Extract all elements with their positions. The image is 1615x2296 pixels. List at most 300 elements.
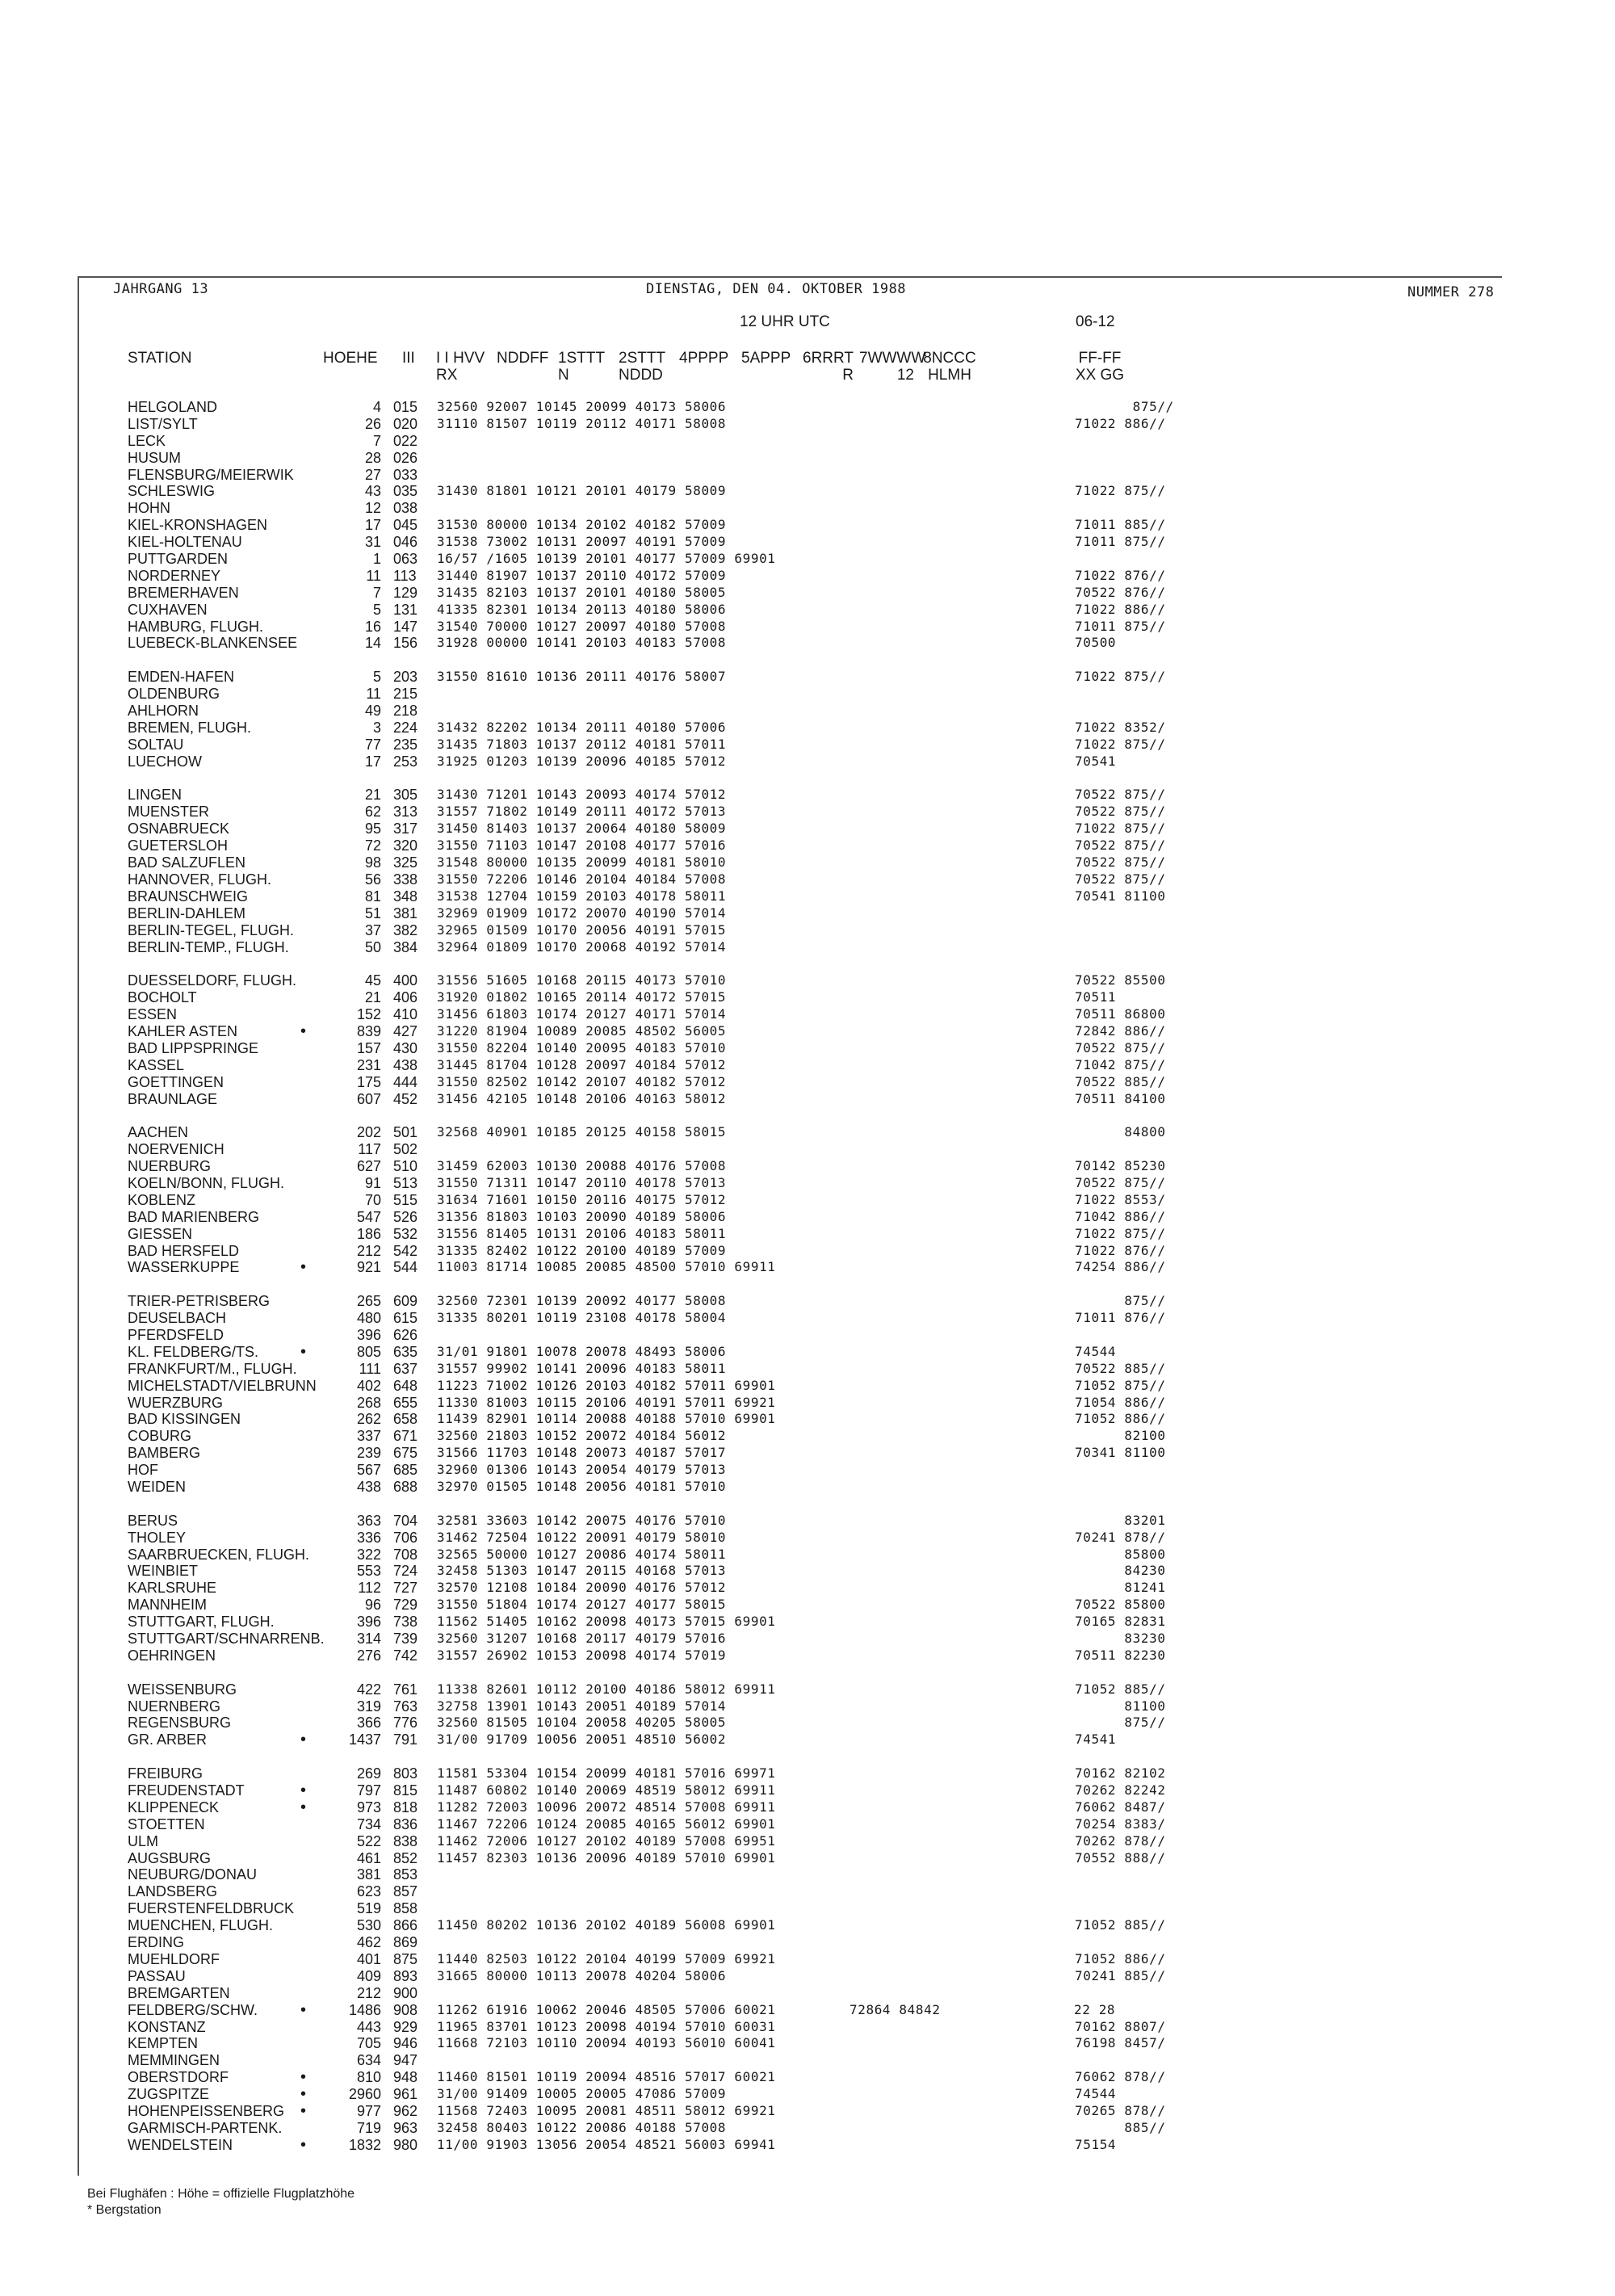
station-index: 857 (393, 1883, 418, 1900)
station-index: 532 (393, 1225, 418, 1242)
table-row (0, 1816, 1615, 1833)
station-height: 1832 (348, 2136, 381, 2153)
station-height: 269 (356, 1765, 381, 1782)
synop-extra: 70522 875// (1075, 871, 1166, 887)
synop-extra: 70522 85500 (1075, 972, 1166, 988)
station-name: FRANKFURT/M., FLUGH. (128, 1360, 297, 1377)
station-height: 231 (356, 1056, 381, 1073)
synop-code: 31459 62003 10130 20088 40176 57008 (437, 1158, 727, 1174)
synop-code: 31450 81403 10137 20064 40180 58009 (437, 821, 727, 837)
synop-code: 11668 72103 10110 20094 40193 56010 60041 (437, 2035, 776, 2051)
synop-extra: 70522 875// (1075, 837, 1166, 854)
station-name: BAD KISSINGEN (128, 1411, 241, 1428)
table-row (0, 703, 1615, 720)
station-height: 157 (356, 1039, 381, 1056)
table-row (0, 804, 1615, 821)
station-height: 627 (356, 1158, 381, 1175)
table-row (0, 1445, 1615, 1462)
synop-code: 11965 83701 10123 20098 40194 57010 60031 (437, 2018, 776, 2034)
station-height: 719 (356, 2119, 381, 2136)
table-row (0, 1681, 1615, 1698)
table-row (0, 2137, 1615, 2154)
synop-extra: 70262 878// (1075, 1832, 1166, 1849)
synop-extra: 70522 875// (1075, 787, 1166, 803)
station-height: 366 (356, 1715, 381, 1731)
synop-extra: 82100 (1075, 1428, 1166, 1444)
station-height: 396 (356, 1326, 381, 1343)
station-height: 977 (356, 2102, 381, 2119)
station-height: 522 (356, 1832, 381, 1849)
table-row (0, 972, 1615, 989)
group-spacer (0, 1276, 1615, 1293)
synop-code: 32965 01509 10170 20056 40191 57015 (437, 921, 727, 938)
synop-extra: 71022 8352/ (1075, 719, 1166, 735)
synop-code: 11462 72006 10127 20102 40189 57008 69951 (437, 1832, 776, 1849)
table-row (0, 922, 1615, 939)
synop-code: 31220 81904 10089 20085 48502 56005 (437, 1022, 727, 1039)
table-row (0, 1006, 1615, 1023)
synop-code: 32560 72301 10139 20092 40177 58008 (437, 1293, 727, 1309)
station-height: 96 (364, 1597, 381, 1614)
synop-code: 31566 11703 10148 20073 40187 57017 (437, 1445, 727, 1461)
mountain-station-marker: • (300, 1258, 307, 1277)
synop-code: 31556 81405 10131 20106 40183 58011 (437, 1225, 727, 1241)
station-height: 43 (364, 483, 381, 500)
table-row (0, 1310, 1615, 1327)
station-height: 98 (364, 854, 381, 871)
table-row (0, 568, 1615, 585)
station-height: 519 (356, 1900, 381, 1917)
station-height: 839 (356, 1022, 381, 1039)
station-name: FREIBURG (128, 1765, 203, 1782)
station-height: 797 (356, 1782, 381, 1799)
station-index: 875 (393, 1950, 418, 1967)
station-name: WASSERKUPPE (128, 1259, 240, 1276)
station-height: 396 (356, 1614, 381, 1631)
table-row (0, 1192, 1615, 1209)
station-index: 510 (393, 1158, 418, 1175)
col-stt1: 1STTT N (558, 350, 606, 384)
synop-extra: 71022 886// (1075, 415, 1166, 431)
synop-code: 11562 51405 10162 20098 40173 57015 69901 (437, 1614, 776, 1630)
gust-values: 22 28 (1074, 2001, 1116, 2017)
station-index: 384 (393, 938, 418, 955)
station-index: 253 (393, 753, 418, 770)
table-row (0, 1513, 1615, 1530)
station-height: 973 (356, 1799, 381, 1815)
station-height: 202 (356, 1124, 381, 1141)
synop-code: 11460 81501 10119 20094 48516 57017 60021 (437, 2069, 776, 2085)
station-height: 95 (364, 821, 381, 837)
synop-code: 31356 81803 10103 20090 40189 58006 (437, 1208, 727, 1224)
station-name: BREMGARTEN (128, 1984, 230, 2001)
mountain-station-marker: • (300, 1731, 307, 1749)
station-index: 320 (393, 837, 418, 854)
synop-code: 31435 82103 10137 20101 40180 58005 (437, 584, 727, 600)
station-name: WENDELSTEIN (128, 2136, 233, 2153)
station-height: 553 (356, 1563, 381, 1580)
station-height: 212 (356, 1984, 381, 2001)
station-height: 363 (356, 1512, 381, 1529)
synop-code: 31110 81507 10119 20112 40171 58008 (437, 415, 727, 431)
station-name: KIEL-KRONSHAGEN (128, 517, 268, 534)
synop-code: 32570 12108 10184 20090 40176 57012 (437, 1580, 727, 1596)
station-index: 501 (393, 1124, 418, 1141)
station-name: LUEBECK-BLANKENSEE (128, 635, 298, 652)
group-spacer (0, 1107, 1615, 1124)
synop-extra: 70522 875// (1075, 854, 1166, 871)
station-index: 038 (393, 500, 418, 517)
station-index: 858 (393, 1900, 418, 1917)
station-name: ESSEN (128, 1006, 178, 1023)
synop-extra: 74544 (1075, 1343, 1117, 1359)
mountain-station-marker: • (300, 1782, 307, 1800)
station-name: AACHEN (128, 1124, 189, 1141)
station-index: 727 (393, 1580, 418, 1597)
synop-extra: 71011 875// (1075, 618, 1166, 634)
table-row (0, 500, 1615, 517)
table-row (0, 1799, 1615, 1816)
station-height: 7 (372, 432, 381, 449)
station-height: 37 (364, 921, 381, 938)
synop-code: 16/57 /1605 10139 20101 40177 57009 69901 (437, 551, 776, 567)
station-height: 480 (356, 1310, 381, 1327)
station-name: NEUBURG/DONAU (128, 1866, 258, 1883)
table-row (0, 1091, 1615, 1108)
station-name: BAD HERSFELD (128, 1242, 240, 1259)
station-name: DEUSELBACH (128, 1310, 227, 1327)
station-index: 015 (393, 399, 418, 415)
synop-code: 32560 92007 10145 20099 40173 58006 (437, 399, 727, 414)
station-name: TRIER-PETRISBERG (128, 1293, 271, 1310)
station-name: FELDBERG/SCHW. (128, 2001, 258, 2018)
table-row (0, 1850, 1615, 1867)
station-name: KEMPTEN (128, 2035, 199, 2052)
station-name: KASSEL (128, 1056, 185, 1073)
station-height: 438 (356, 1479, 381, 1495)
utc-label: 12 UHR UTC (740, 313, 830, 330)
station-height: 1 (372, 551, 381, 568)
station-index: 129 (393, 584, 418, 601)
station-name: GR. ARBER (128, 1731, 208, 1748)
col-ffff: FF-FF XX GG (1075, 350, 1125, 384)
station-name: BRAUNSCHWEIG (128, 888, 249, 905)
station-name: GIESSEN (128, 1225, 193, 1242)
station-height: 265 (356, 1293, 381, 1310)
synop-extra: 76198 8457/ (1075, 2035, 1166, 2051)
synop-extra: 71052 885// (1075, 1917, 1166, 1933)
synop-code: 11581 53304 10154 20099 40181 57016 69971 (437, 1765, 776, 1782)
synop-extra: 71011 875// (1075, 534, 1166, 550)
station-name: STUTTGART, FLUGH. (128, 1614, 275, 1631)
station-name: DUESSELDORF, FLUGH. (128, 972, 297, 989)
table-row (0, 1563, 1615, 1580)
footnote-mountain: * Bergstation (87, 2203, 162, 2217)
synop-code: 31538 12704 10159 20103 40178 58011 (437, 888, 727, 904)
table-row (0, 1411, 1615, 1428)
station-name: BERUS (128, 1512, 178, 1529)
synop-extra: 71022 875// (1075, 1225, 1166, 1241)
station-index: 020 (393, 415, 418, 432)
mountain-station-marker: • (300, 2135, 307, 2154)
synop-code: 32970 01505 10148 20056 40181 57010 (437, 1479, 727, 1494)
station-name: KL. FELDBERG/TS. (128, 1343, 259, 1360)
station-name: BREMERHAVEN (128, 584, 239, 601)
station-index: 381 (393, 905, 418, 921)
synop-extra: 83230 (1075, 1631, 1166, 1647)
station-name: AHLHORN (128, 703, 199, 720)
station-index: 203 (393, 669, 418, 686)
synop-code: 31557 99902 10141 20096 40183 58011 (437, 1360, 727, 1376)
synop-code: 32458 80403 10122 20086 40188 57008 (437, 2119, 727, 2135)
station-height: 4 (372, 399, 381, 415)
mountain-station-marker: • (300, 1342, 307, 1361)
synop-code: 31445 81704 10128 20097 40184 57012 (437, 1056, 727, 1072)
table-row (0, 1378, 1615, 1395)
synop-extra: 71054 886// (1075, 1394, 1166, 1410)
station-height: 45 (364, 972, 381, 989)
station-height: 268 (356, 1394, 381, 1411)
station-height: 17 (364, 753, 381, 770)
synop-code: 11338 82601 10112 20100 40186 58012 69911 (437, 1681, 776, 1697)
table-row (0, 1731, 1615, 1748)
station-index: 444 (393, 1073, 418, 1090)
synop-extra: 71022 875// (1075, 669, 1166, 685)
station-height: 530 (356, 1917, 381, 1934)
station-index: 338 (393, 871, 418, 888)
station-name: MUENCHEN, FLUGH. (128, 1917, 274, 1934)
col-stt2: 2STTT NDDD (619, 350, 666, 384)
synop-extra: 84800 (1075, 1124, 1166, 1140)
synop-code: 32969 01909 10172 20070 40190 57014 (437, 905, 727, 921)
synop-extra: 71011 876// (1075, 1310, 1166, 1326)
station-index: 156 (393, 635, 418, 652)
synop-extra: 71042 875// (1075, 1056, 1166, 1072)
station-index: 046 (393, 534, 418, 551)
station-name: WEINBIET (128, 1563, 199, 1580)
station-index: 035 (393, 483, 418, 500)
station-name: KLIPPENECK (128, 1799, 220, 1815)
station-name: MEMMINGEN (128, 2052, 220, 2069)
station-name: BAD SALZUFLEN (128, 854, 246, 871)
table-row (0, 517, 1615, 534)
synop-code: 31550 72206 10146 20104 40184 57008 (437, 871, 727, 887)
station-name: KIEL-HOLTENAU (128, 534, 242, 551)
synop-extra: 72864 84842 (849, 2001, 941, 2017)
synop-extra: 76062 8487/ (1075, 1799, 1166, 1815)
station-index: 635 (393, 1343, 418, 1360)
table-row (0, 2002, 1615, 2019)
synop-code: 31/00 91709 10056 20051 48510 56002 (437, 1731, 727, 1748)
synop-extra: 70254 8383/ (1075, 1815, 1166, 1832)
station-name: SOLTAU (128, 736, 184, 753)
station-height: 14 (364, 635, 381, 652)
station-name: BREMEN, FLUGH. (128, 719, 252, 736)
footnote-airports: Bei Flughäfen : Höhe = offizielle Flugplatzhöhe (87, 2187, 355, 2201)
synop-extra: 84230 (1075, 1563, 1166, 1579)
station-index: 502 (393, 1141, 418, 1158)
station-height: 422 (356, 1681, 381, 1698)
station-index: 113 (393, 567, 417, 584)
synop-extra: 71022 875// (1075, 736, 1166, 752)
station-name: WUERZBURG (128, 1394, 223, 1411)
synop-code: 31557 26902 10153 20098 40174 57019 (437, 1647, 727, 1663)
synop-extra: 71042 886// (1075, 1208, 1166, 1224)
synop-extra: 70142 85230 (1075, 1158, 1166, 1174)
station-name: WEIDEN (128, 1479, 186, 1495)
synop-extra: 875// (1075, 1293, 1166, 1309)
table-row (0, 433, 1615, 450)
table-row (0, 1866, 1615, 1883)
station-index: 929 (393, 2018, 418, 2035)
station-name: PUTTGARDEN (128, 551, 229, 568)
station-index: 724 (393, 1563, 418, 1580)
station-index: 325 (393, 854, 418, 871)
station-height: 276 (356, 1647, 381, 1664)
station-index: 742 (393, 1647, 418, 1664)
station-name: WEISSENBURG (128, 1681, 237, 1698)
station-index: 544 (393, 1259, 418, 1276)
station-height: 26 (364, 415, 381, 432)
synop-extra: 70552 888// (1075, 1849, 1166, 1866)
table-row (0, 1344, 1615, 1361)
station-height: 152 (356, 1006, 381, 1023)
table-row (0, 1175, 1615, 1192)
station-height: 705 (356, 2035, 381, 2052)
synop-code: 31430 81801 10121 20101 40179 58009 (437, 483, 727, 499)
mountain-station-marker: • (300, 1798, 307, 1816)
station-height: 547 (356, 1208, 381, 1225)
synop-extra: 71052 886// (1075, 1950, 1166, 1967)
synop-extra: 70541 81100 (1075, 888, 1166, 904)
table-row (0, 1479, 1615, 1496)
mountain-station-marker: • (300, 2068, 307, 2087)
table-row (0, 905, 1615, 922)
synop-code: 32960 01306 10143 20054 40179 57013 (437, 1462, 727, 1478)
station-name: HUSUM (128, 449, 181, 466)
station-index: 946 (393, 2035, 418, 2052)
station-height: 1437 (348, 1731, 381, 1748)
station-name: ULM (128, 1832, 159, 1849)
group-spacer (0, 955, 1615, 972)
station-height: 62 (364, 804, 381, 821)
table-row (0, 2019, 1615, 2036)
table-row (0, 2103, 1615, 2120)
station-name: GOETTINGEN (128, 1073, 224, 1090)
station-height: 810 (356, 2069, 381, 2086)
station-index: 609 (393, 1293, 418, 1310)
table-row (0, 753, 1615, 770)
station-index: 452 (393, 1090, 418, 1107)
table-row (0, 871, 1615, 888)
station-name: BAMBERG (128, 1445, 201, 1462)
station-height: 623 (356, 1883, 381, 1900)
station-height: 175 (356, 1073, 381, 1090)
table-row (0, 1968, 1615, 1985)
station-name: LECK (128, 432, 166, 449)
date-label: DIENSTAG, DEN 04. OKTOBER 1988 (646, 281, 907, 297)
synop-extra: 81241 (1075, 1580, 1166, 1596)
table-row (0, 1900, 1615, 1917)
station-name: KAHLER ASTEN (128, 1022, 238, 1039)
station-height: 314 (356, 1631, 381, 1647)
station-index: 147 (393, 618, 418, 635)
station-index: 729 (393, 1597, 418, 1614)
table-row (0, 989, 1615, 1006)
station-index: 704 (393, 1512, 418, 1529)
synop-code: 31550 81610 10136 20111 40176 58007 (437, 669, 727, 685)
station-index: 671 (393, 1428, 418, 1445)
station-height: 112 (358, 1580, 381, 1597)
station-name: KONSTANZ (128, 2018, 206, 2035)
station-index: 763 (393, 1698, 418, 1715)
station-index: 776 (393, 1715, 418, 1731)
table-row (0, 888, 1615, 905)
synop-extra: 75154 (1075, 2136, 1117, 2152)
station-name: KOBLENZ (128, 1191, 196, 1208)
station-index: 515 (393, 1191, 418, 1208)
station-name: STUTTGART/SCHNARRENB. (128, 1631, 325, 1647)
synop-extra: 71022 876// (1075, 567, 1166, 583)
station-index: 648 (393, 1377, 418, 1394)
station-height: 239 (356, 1445, 381, 1462)
station-index: 708 (393, 1546, 418, 1563)
station-index: 853 (393, 1866, 418, 1883)
table-row (0, 551, 1615, 568)
station-height: 402 (356, 1377, 381, 1394)
station-height: 49 (364, 703, 381, 720)
station-height: 77 (364, 736, 381, 753)
station-index: 615 (393, 1310, 418, 1327)
table-row (0, 720, 1615, 737)
station-height: 3 (372, 719, 381, 736)
station-height: 805 (356, 1343, 381, 1360)
station-index: 626 (393, 1326, 418, 1343)
table-row (0, 1361, 1615, 1378)
table-row (0, 1883, 1615, 1900)
table-row (0, 585, 1615, 602)
synop-code: 31925 01203 10139 20096 40185 57012 (437, 753, 727, 769)
station-index: 637 (393, 1360, 418, 1377)
table-row (0, 1782, 1615, 1799)
station-height: 262 (356, 1411, 381, 1428)
col-nddff: NDDFF (497, 350, 549, 367)
mountain-station-marker: • (300, 2101, 307, 2120)
synop-code: 11262 61916 10062 20046 48505 57006 60021 (437, 2001, 776, 2017)
synop-extra: 74544 (1075, 2086, 1117, 2102)
station-index: 131 (393, 601, 418, 618)
mountain-station-marker: • (300, 2000, 307, 2019)
station-height: 7 (372, 584, 381, 601)
station-index: 963 (393, 2119, 418, 2136)
table-row (0, 1226, 1615, 1243)
station-height: 443 (356, 2018, 381, 2035)
synop-code: 32581 33603 10142 20075 40176 57010 (437, 1512, 727, 1528)
table-row (0, 669, 1615, 686)
group-spacer (0, 770, 1615, 787)
station-height: 462 (356, 1934, 381, 1951)
synop-code: 11467 72206 10124 20085 40165 56012 69901 (437, 1815, 776, 1832)
table-row (0, 1395, 1615, 1412)
station-index: 791 (393, 1731, 418, 1748)
table-row (0, 635, 1615, 652)
station-name: OSNABRUECK (128, 821, 230, 837)
table-row (0, 1580, 1615, 1597)
synop-code: 11440 82503 10122 20104 40199 57009 69921 (437, 1950, 776, 1967)
station-height: 27 (364, 466, 381, 483)
synop-extra: 71022 875// (1075, 821, 1166, 837)
synop-code: 31634 71601 10150 20116 40175 57012 (437, 1191, 727, 1207)
